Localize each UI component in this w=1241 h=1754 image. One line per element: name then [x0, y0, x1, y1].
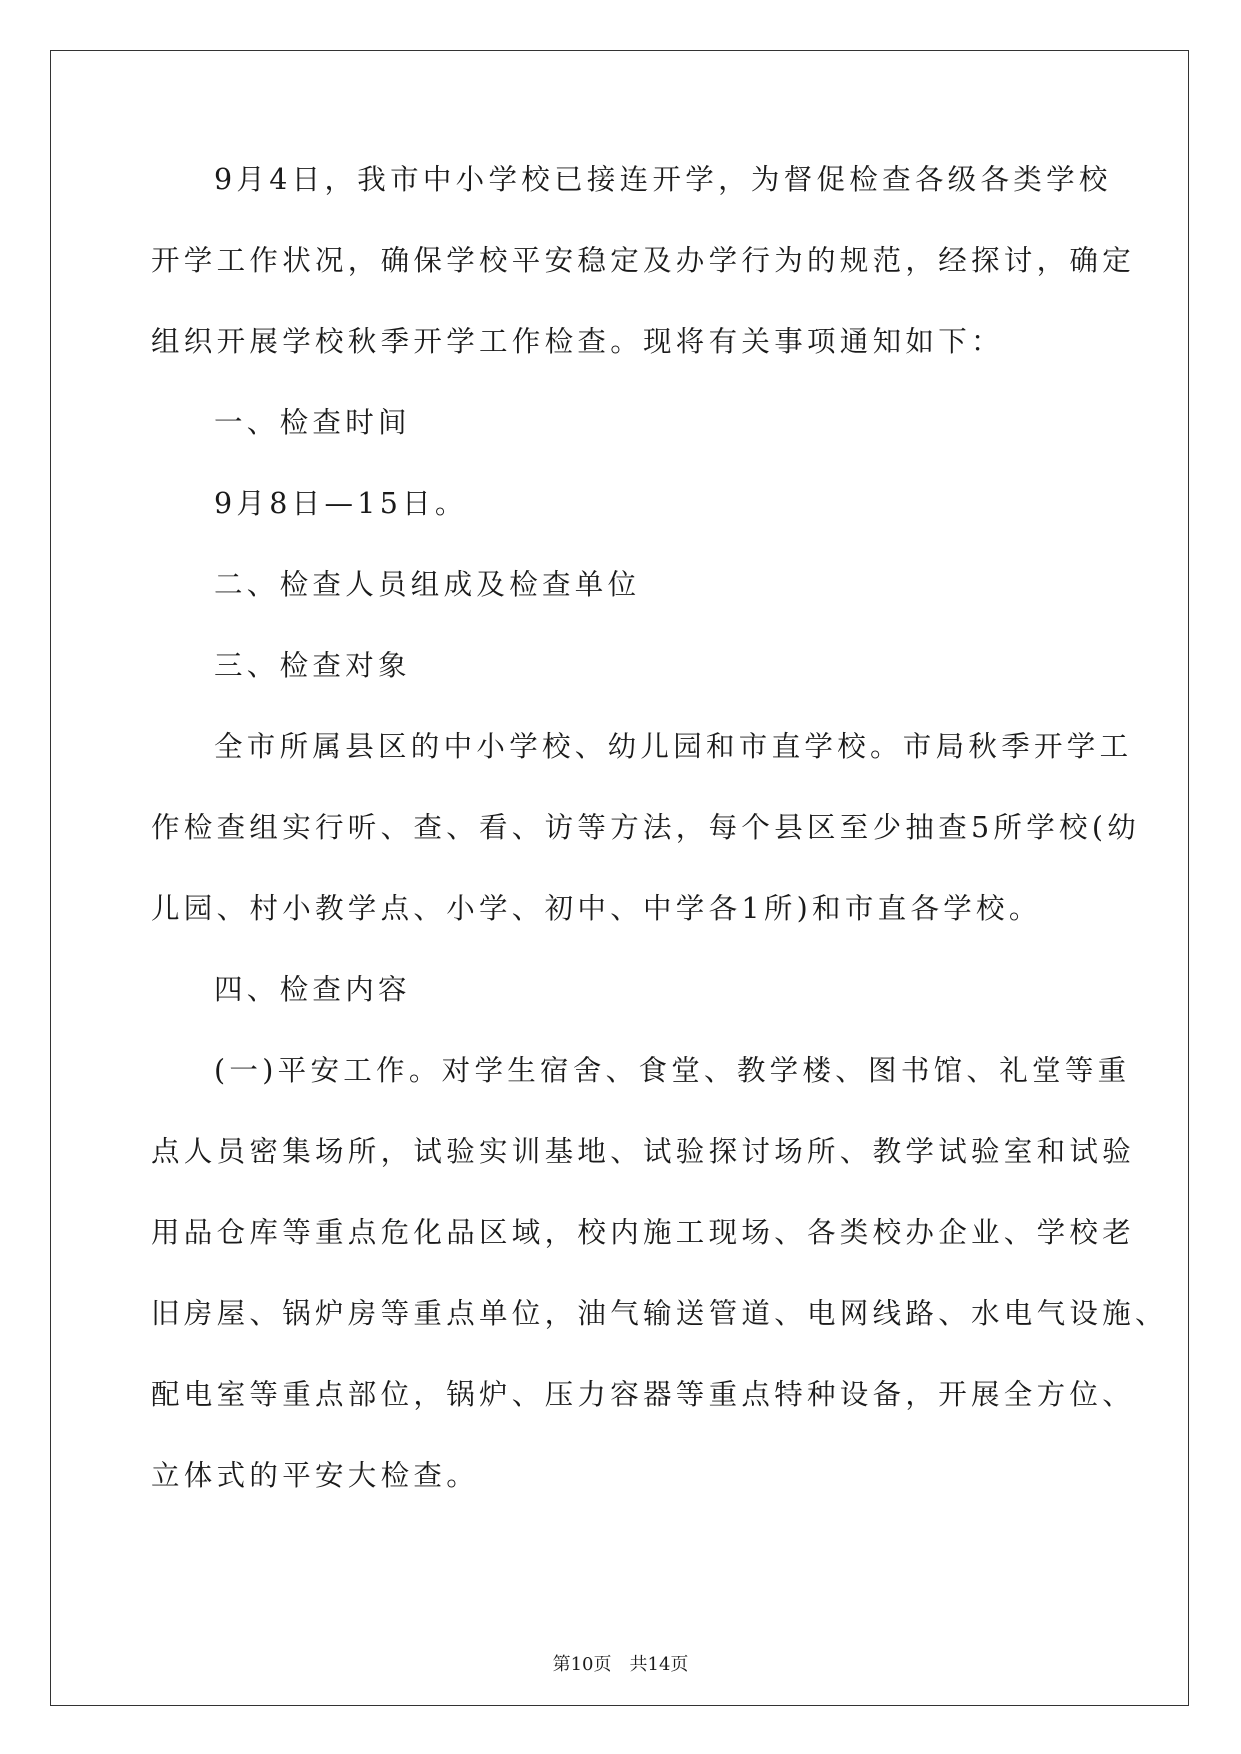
paragraph-line: 用品仓库等重点危化品区域，校内施工现场、各类校办企业、学校老 — [151, 1216, 1136, 1249]
page-number-footer: 第10页 共14页 — [552, 1654, 689, 1675]
paragraph-line: 组织开展学校秋季开学工作检查。现将有关事项通知如下： — [151, 325, 1004, 358]
paragraph-line: 配电室等重点部位，锅炉、压力容器等重点特种设备，开展全方位、 — [151, 1378, 1136, 1411]
paragraph-line: 儿园、村小教学点、小学、初中、中学各1所)和市直各学校。 — [151, 892, 1042, 925]
paragraph-line: 开学工作状况，确保学校平安稳定及办学行为的规范，经探讨，确定 — [151, 244, 1136, 277]
paragraph-line: 作检查组实行听、查、看、访等方法，每个县区至少抽查5所学校(幼 — [151, 811, 1141, 844]
paragraph-line: (一)平安工作。对学生宿舍、食堂、教学楼、图书馆、礼堂等重 — [214, 1054, 1131, 1087]
paragraph-line: 旧房屋、锅炉房等重点单位，油气输送管道、电网线路、水电气设施、 — [151, 1297, 1168, 1330]
section-heading: 四、检查内容 — [214, 973, 411, 1006]
paragraph-line: 9月8日—15日。 — [214, 487, 468, 520]
paragraph-line: 立体式的平安大检查。 — [151, 1459, 480, 1492]
section-heading: 一、检查时间 — [214, 406, 411, 439]
section-heading: 二、检查人员组成及检查单位 — [214, 568, 641, 601]
paragraph-line: 点人员密集场所，试验实训基地、试验探讨场所、教学试验室和试验 — [151, 1135, 1136, 1168]
paragraph-line: 全市所属县区的中小学校、幼儿园和市直学校。市局秋季开学工 — [214, 730, 1133, 763]
paragraph-line: 9月4日，我市中小学校已接连开学，为督促检查各级各类学校 — [214, 163, 1112, 196]
section-heading: 三、检查对象 — [214, 649, 411, 682]
